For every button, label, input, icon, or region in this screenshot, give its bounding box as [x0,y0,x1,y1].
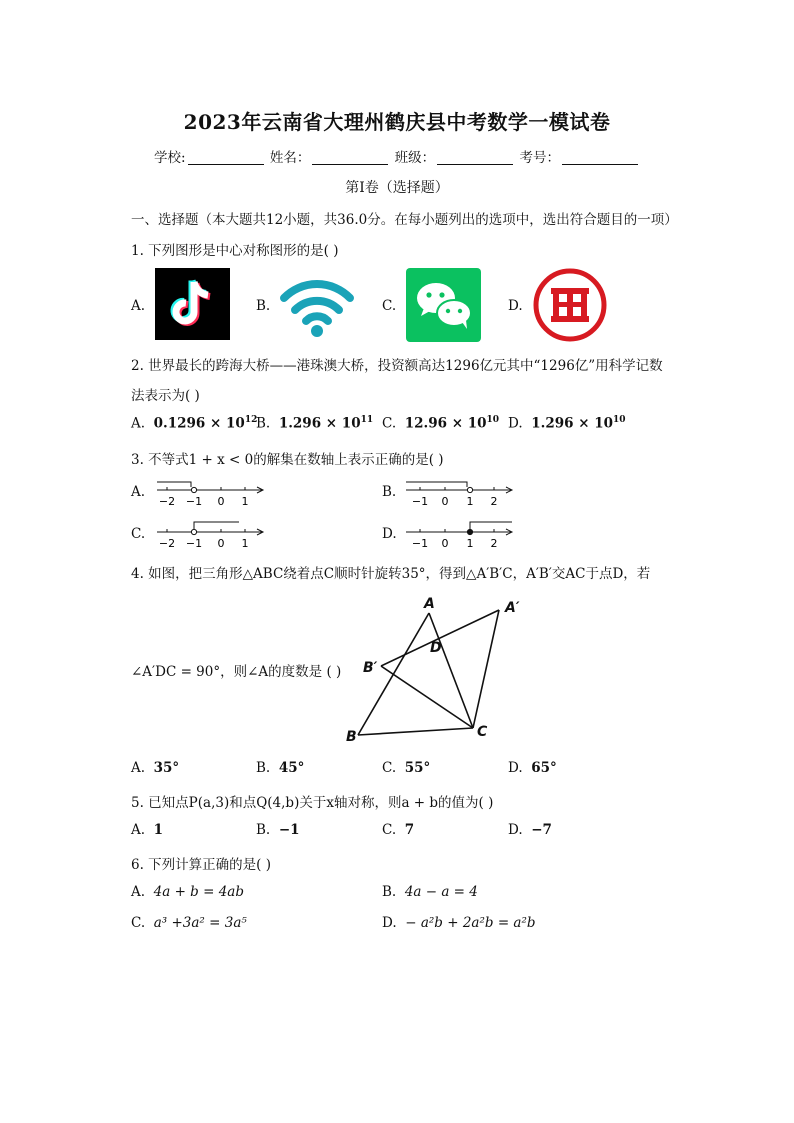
q4-stem-continued: ∠A′DC = 90°，则∠A的度数是 ( ) [131,664,342,680]
q3-option-b-label: B. [382,484,397,500]
q5-option-a-label: A. [131,822,146,838]
q3-option-c-label: C. [131,526,146,542]
q5-option-b-label: B. [256,822,271,838]
tick-label: −1 [411,537,429,550]
q2-option-b-label: B. [256,415,271,432]
segment-a2b2 [381,610,499,666]
segment-a2c [473,610,499,728]
q5-stem: 5. 已知点P(a,3)和点Q(4,b)关于x轴对称，则a + b的值为( ) [131,795,494,811]
q4-option-b-text: 45° [278,760,305,776]
q1-option-c-label: C. [382,298,397,314]
class-label: 班级： [394,150,436,166]
q2-option-b-exp: 11 [360,415,374,425]
q6-option-c [131,915,247,931]
q5-option-d-text: −7 [531,822,552,838]
student-info-line [0,146,794,166]
q4-option-d [508,760,557,776]
point-a-prime-label: A′ [505,600,520,616]
q4-option-b [256,760,304,776]
name-label: 姓名： [269,150,311,166]
q2-option-b [256,415,373,432]
q6-option-d-text: − a²b + 2a²b = a²b [405,915,536,931]
class-blank[interactable] [437,150,513,165]
point-d-label: D [430,640,442,656]
tick-label: −1 [185,495,203,508]
q6-option-d-label: D. [382,915,397,931]
tick-label: 0 [217,495,225,508]
school-blank[interactable] [188,150,264,165]
tick-label: 1 [466,495,474,508]
q2-option-c [382,415,499,432]
q4-option-b-label: B. [256,760,271,776]
tick-label: 1 [241,537,249,550]
q6-stem: 6. 下列计算正确的是( ) [131,857,271,873]
q5-option-c-text: 7 [404,822,415,838]
wifi-icon [278,268,356,344]
q3-number-line-c [153,518,268,552]
segment-bc [358,728,473,735]
exam-no-label: 考号： [519,150,560,166]
wechat-logo-icon [406,268,481,346]
tick-label: 0 [441,537,449,550]
q5-option-a-text: 1 [153,822,164,838]
point-c-label: C [477,724,488,740]
q5-option-c-label: C. [382,822,397,838]
q4-option-d-label: D. [508,760,523,776]
q3-number-line-a [153,476,268,510]
q2-option-c-exp: 10 [486,415,500,425]
point-b-prime-label: B′ [363,660,378,676]
q2-option-a-label: A. [131,415,146,432]
q2-option-d [508,415,626,432]
q3-option-d-label: D. [382,526,397,542]
tick-label: 1 [241,495,249,508]
tick-label: 0 [217,537,225,550]
q2-option-b-coef: 1.296 × 10 [278,415,361,432]
q2-option-c-coef: 12.96 × 10 [404,415,487,432]
q2-stem-line1: 2. 世界最长的跨海大桥——港珠澳大桥，投资额高达1296亿元其中“1296亿”用科学记数 [131,358,663,374]
q2-option-a [131,415,257,432]
tick-label: 2 [490,537,498,550]
q2-option-a-coef: 0.1296 × 10 [153,415,245,432]
q6-option-a-label: A. [131,884,146,900]
q4-option-c-text: 55° [404,760,431,776]
section-heading: 一、选择题（本大题共12小题，共36.0分。在每小题列出的选项中，选出符合题目的一项） [131,212,678,228]
q2-option-a-exp: 12 [244,415,258,425]
q3-option-a-label: A. [131,484,146,500]
tick-label: −1 [411,495,429,508]
q4-option-c-label: C. [382,760,397,776]
q3-number-line-d [402,518,517,552]
q2-stem-line2: 法表示为( ) [131,388,200,404]
q4-option-a-text: 35° [153,760,180,776]
point-a-label: A [424,596,435,612]
tick-label: 0 [441,495,449,508]
q1-option-a-label: A. [131,298,146,314]
tiktok-logo-icon [155,268,230,344]
q6-option-a-text: 4a + b = 4ab [153,884,244,900]
q2-option-d-exp: 10 [613,415,626,425]
q4-stem: 4. 如图，把三角形△ABC绕着点C顺时针旋转35°，得到△A′B′C，A′B′交AC于点D，若 [131,566,651,582]
q5-option-d-label: D. [508,822,523,838]
q4-option-a-label: A. [131,760,146,776]
q6-option-b-label: B. [382,884,397,900]
q2-option-c-label: C. [382,415,397,432]
q5-option-d [508,822,552,838]
q6-option-b-text: 4a − a = 4 [404,884,478,900]
q4-triangle-figure [340,594,540,750]
icbc-logo-icon [531,266,609,348]
q1-option-d-label: D. [508,298,523,314]
name-blank[interactable] [312,150,388,165]
q2-option-d-coef: 1.296 × 10 [531,415,614,432]
tick-label: −2 [158,537,176,550]
q4-option-d-text: 65° [531,760,557,776]
q6-option-a [131,884,244,900]
tick-label: −2 [158,495,176,508]
q1-option-b-label: B. [256,298,271,314]
q6-option-b [382,884,478,900]
point-b-label: B [346,729,357,745]
q3-stem: 3. 不等式1 + x < 0的解集在数轴上表示正确的是( ) [131,452,444,468]
volume-heading: 第Ⅰ卷（选择题） [345,180,449,196]
q6-option-c-text: a³ +3a² = 3a⁵ [153,915,247,931]
school-label: 学校: [154,150,186,166]
q6-option-c-label: C. [131,915,146,931]
segment-ac [429,613,473,728]
segment-b2c [381,666,473,728]
tick-label: −1 [185,537,203,550]
tick-label: 1 [466,537,474,550]
q2-option-d-label: D. [508,415,523,432]
q3-number-line-b [402,476,517,510]
q5-option-a [131,822,163,838]
exam-title: 2023年云南省大理州鹤庆县中考数学一模试卷 [183,110,611,134]
q1-stem: 1. 下列图形是中心对称图形的是( ) [131,243,339,259]
q4-option-a [131,760,179,776]
q5-option-b-text: −1 [278,822,300,838]
q5-option-b [256,822,300,838]
exam-no-blank[interactable] [562,150,638,165]
tick-label: 2 [490,495,498,508]
q5-option-c [382,822,414,838]
q6-option-d [382,915,536,931]
q4-option-c [382,760,430,776]
